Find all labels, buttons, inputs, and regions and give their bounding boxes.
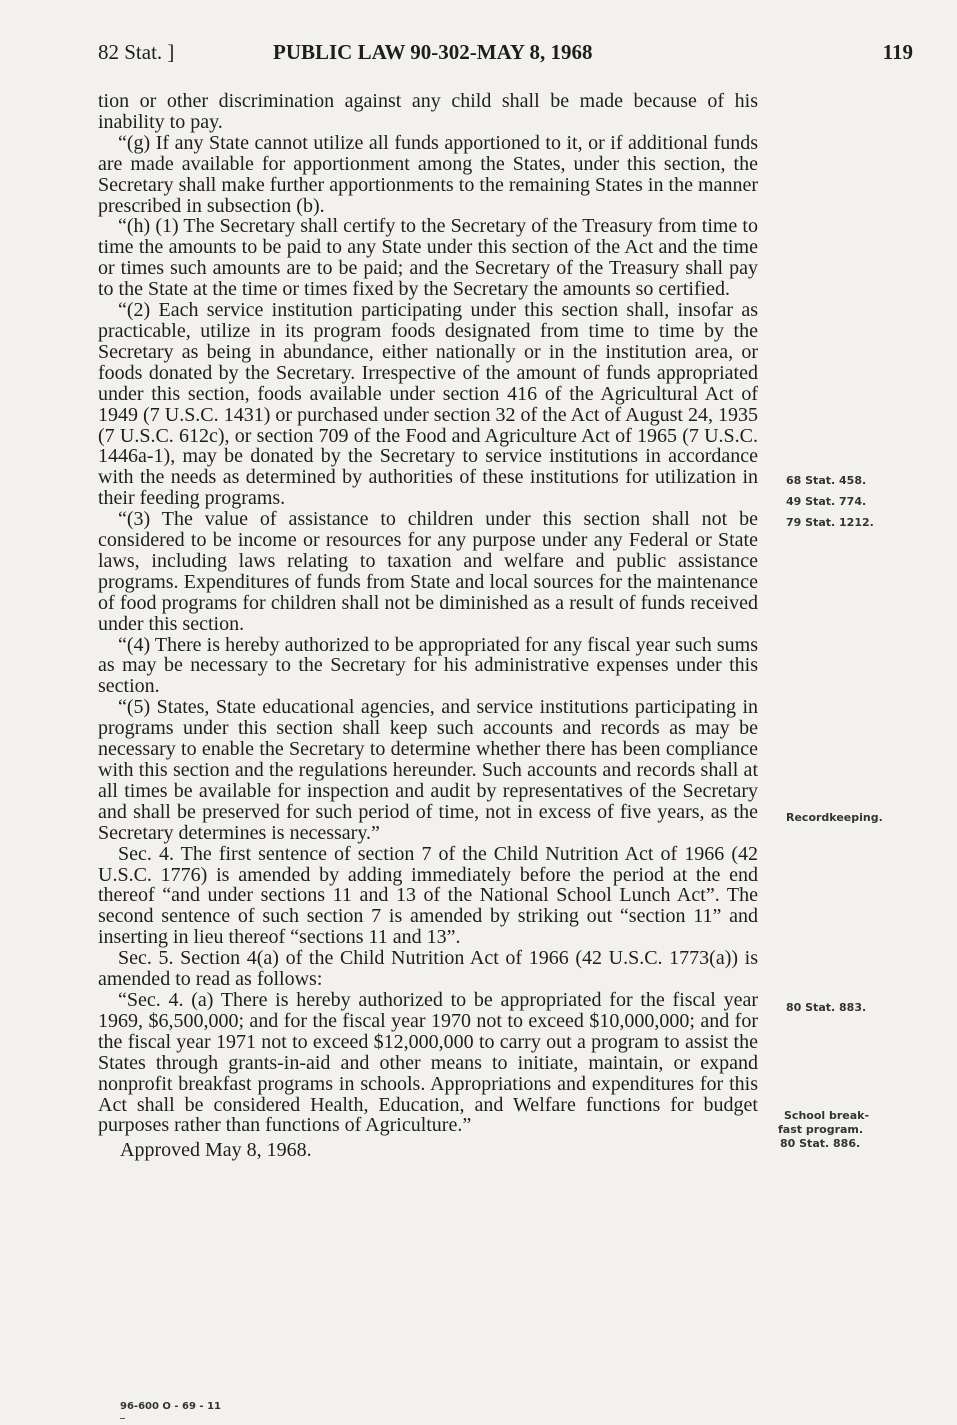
margin-note-school-breakfast-2: fast program.: [778, 1123, 864, 1136]
paragraph-g: “(g) If any State cannot utilize all funds apportioned to it, or if additional funds are made available for apportionment among the States, under this section, the Secretary shall make further apportionments to the remaining States in the manner prescribed in subsection (b).: [98, 131, 758, 217]
margin-note-recordkeeping: Recordkeeping.: [786, 811, 883, 824]
law-body: [98, 91, 758, 1161]
margin-note-school-breakfast-1: School break-: [784, 1109, 870, 1122]
margin-note-49-stat-774: 49 Stat. 774.: [786, 495, 867, 508]
paragraph-h1: “(h) (1) The Secretary shall certify to the Secretary of the Treasury from time to time the amounts to be paid to any State under this section of the Act and the time or times such amounts are to be paid; and the Secretary of the Treasury shall pay to the State at the time or times fixed by the Secretary the amounts so certified.: [98, 215, 758, 301]
page-header: [98, 40, 913, 70]
volume-reference: 82 Stat. ]: [98, 40, 175, 64]
section-4: Sec. 4. The first sentence of section 7 of the Child Nutrition Act of 1966 (42 U.S.C. 1776) is amended by adding immediately before the period at the end thereof “and under sections 11 and 13 of the National School Lunch Act”. The second sentence of such section 7 is amended by striking out “section 11” and inserting in lieu thereof “sections 11 and 13”.: [98, 842, 758, 949]
margin-note-80-stat-883: 80 Stat. 883.: [786, 1001, 867, 1014]
margin-note-80-stat-886: 80 Stat. 886.: [780, 1137, 861, 1150]
section-4a-amended: “Sec. 4. (a) There is hereby authorized to be appropriated for the fiscal year 1969, $6,500,000; and for the fiscal year 1970 not to exceed $10,000,000; and for the fiscal year 1971 not to exceed $12,000,000 to carry out a program to assist the States through grants-in-aid and other means to initiate, maintain, or expand nonprofit breakfast programs in schools. Appropriations and expenditures for this Act shall be considered Health, Education, and Welfare functions for budget purposes rather than functions of Agriculture.”: [98, 988, 758, 1137]
page-number: 119: [882, 40, 913, 64]
paragraph-h5: “(5) States, State educational agencies, and service institutions participating in programs under this section shall keep such accounts and records as may be necessary to enable the Secretary to determine whether there has been compliance with this section and the regulations hereunder. Such accounts and records shall at all times be available for inspection and audit by representatives of the Secretary and shall be preserved for such period of time, not in excess of five years, as the Secretary determines is necessary.”: [98, 696, 758, 844]
paragraph-h3: “(3) The value of assistance to children under this section shall not be considered to be income or resources for any purpose under any Federal or State laws, including laws relating to taxation and welfare and public assistance programs. Expenditures of funds from State and local sources for the maintenance of food programs for children shall not be diminished as a result of funds received under this section.: [98, 508, 758, 635]
paragraph-h2: “(2) Each service institution participating under this section shall, insofar as practicable, utilize in its program foods designated from time to time by the Secretary as being in abundance, either nationally or in the institution area, or foods donated by the Secretary. Irrespective of the amount of funds appropriated under this section, foods available under section 416 of the Agricultural Act of 1949 (7 U.S.C. 1431) or purchased under section 32 of the Act of August 24, 1935 (7 U.S.C. 612c), or section 709 of the Food and Agriculture Act of 1965 (7 U.S.C. 1446a-1), may be donated by the Secretary to service institutions in accordance with the needs as determined by authorities of these institutions for utilization in their feeding programs.: [98, 299, 758, 510]
footer-dash: [120, 1418, 125, 1419]
print-code: 96-600 O - 69 - 11: [120, 1401, 221, 1412]
paragraph-continuation: tion or other discrimination against any child shall be made because of his inability to pay.: [98, 90, 758, 133]
approval-date: Approved May 8, 1968.: [120, 1139, 312, 1162]
section-5: Sec. 5. Section 4(a) of the Child Nutrition Act of 1966 (42 U.S.C. 1773(a)) is amended to read as follows:: [98, 947, 758, 991]
law-title: PUBLIC LAW 90-302-MAY 8, 1968: [273, 40, 593, 64]
margin-note-68-stat-458: 68 Stat. 458.: [786, 474, 867, 487]
margin-note-79-stat-1212: 79 Stat. 1212.: [786, 516, 874, 529]
paragraph-h4: “(4) There is hereby authorized to be appropriated for any fiscal year such sums as may be necessary to the Secretary for his administrative expenses under this section.: [98, 633, 758, 698]
